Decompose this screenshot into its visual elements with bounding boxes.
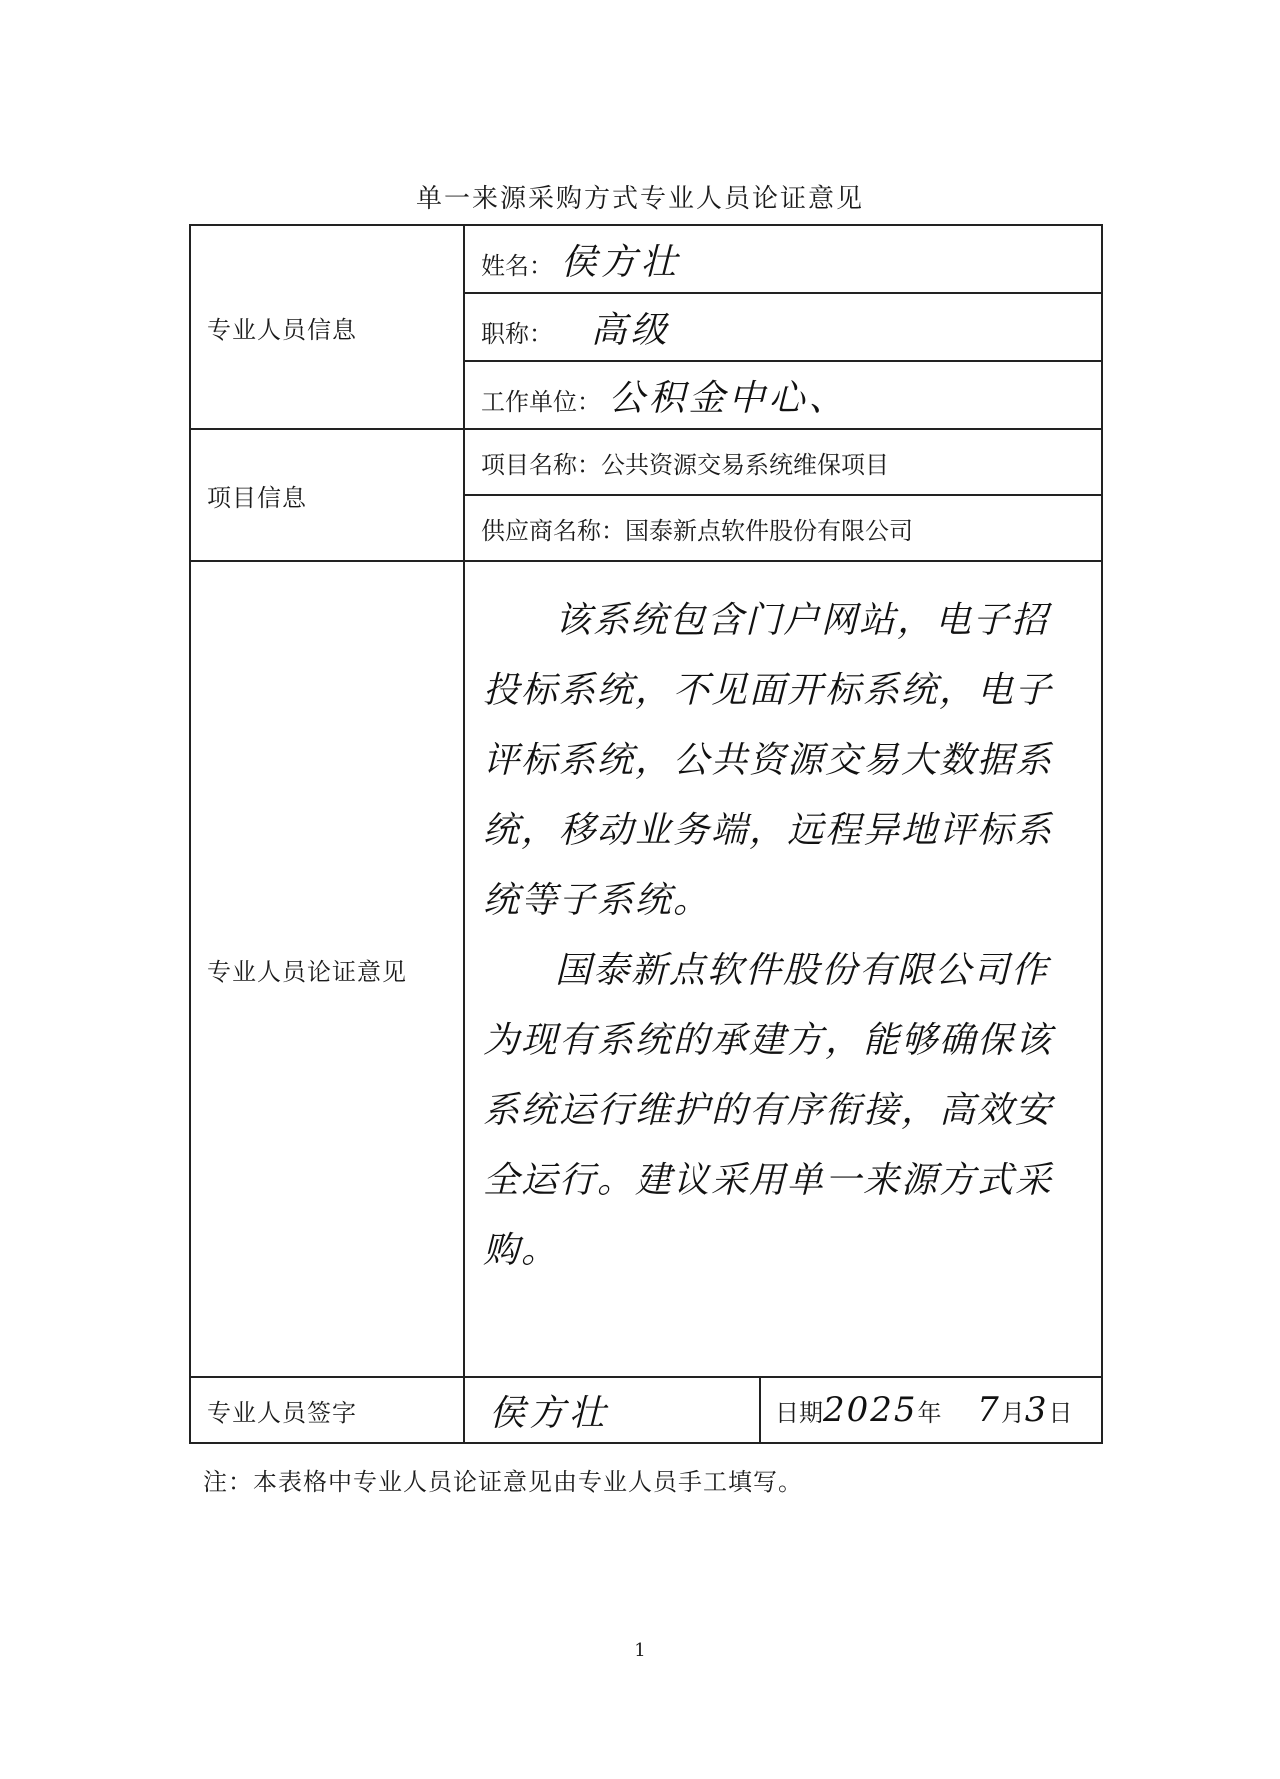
project-info-label: 项目信息	[190, 429, 464, 561]
signature-value: 侯方壮	[489, 1392, 610, 1434]
supplier-name: 供应商名称：国泰新点软件股份有限公司	[464, 495, 1102, 561]
unit-row	[464, 361, 1102, 429]
name-label: 姓名：	[481, 251, 553, 280]
unit-label: 工作单位：	[481, 387, 601, 416]
opinion-paragraph-1: 该系统包含门户网站，电子招投标系统，不见面开标系统，电子评标系统，公共资源交易大数据系统，移动业务端，远程异地评标系统等子系统。	[483, 600, 1054, 921]
form-table	[189, 224, 1103, 1444]
expert-info-label: 专业人员信息	[190, 225, 464, 429]
date-year-char: 年	[917, 1399, 942, 1427]
date-month-char: 月	[1000, 1399, 1025, 1427]
name-value: 侯方壮	[560, 241, 681, 283]
footnote: 注：本表格中专业人员论证意见由专业人员手工填写。	[203, 1468, 803, 1496]
page-title: 单一来源采购方式专业人员论证意见	[415, 184, 864, 214]
date-day: 3	[1024, 1390, 1049, 1430]
title-label: 职称：	[481, 319, 553, 348]
name-row	[464, 225, 1102, 293]
opinion-paragraph-2: 国泰新点软件股份有限公司作为现有系统的承建方，能够确保该系统运行维护的有序衔接，高效安全运行。建议采用单一来源方式采购。	[483, 950, 1054, 1271]
title-row	[464, 293, 1102, 361]
signature-label: 专业人员签字	[190, 1377, 464, 1443]
title-value: 高级	[590, 309, 671, 351]
signature-cell	[464, 1377, 760, 1443]
date-month: 7	[977, 1390, 1001, 1430]
date-day-char: 日	[1048, 1399, 1073, 1427]
opinion-text	[464, 561, 1102, 1377]
project-name: 项目名称：公共资源交易系统维保项目	[464, 429, 1102, 495]
unit-value: 公积金中心、	[608, 377, 849, 419]
opinion-label: 专业人员论证意见	[190, 561, 464, 1377]
date-cell	[760, 1377, 1102, 1443]
date-year: 2025	[823, 1390, 918, 1430]
page-number: 1	[634, 1640, 646, 1661]
date-label: 日期	[775, 1399, 823, 1427]
